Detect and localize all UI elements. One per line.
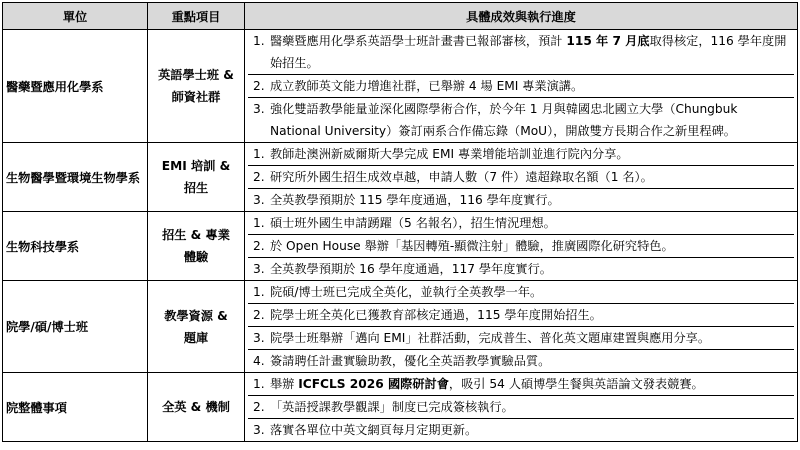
unit-cell: 生物科技學系 xyxy=(3,212,148,281)
table-row xyxy=(3,281,798,373)
item-number: 1. xyxy=(253,377,265,391)
item-number: 2. xyxy=(253,170,265,184)
detail-cell xyxy=(245,373,798,442)
item-text: 教師赴澳洲新威爾斯大學完成 EMI 專業增能培訓並進行院內分享。 xyxy=(270,147,629,161)
focus-line: 題庫 xyxy=(183,330,209,345)
item-text: 落實各單位中英文網頁每月定期更新。 xyxy=(270,423,478,437)
list-item xyxy=(248,418,794,441)
item-text: 碩士班外國生申請踴躍（5 名報名），招生情況理想。 xyxy=(270,216,556,230)
item-number: 2. xyxy=(253,400,265,414)
item-number: 3. xyxy=(253,193,265,207)
list-item xyxy=(248,97,794,142)
focus-cell xyxy=(148,373,245,442)
item-text: 舉辦 xyxy=(270,377,299,391)
header-focus: 重點項目 xyxy=(148,3,245,30)
item-text: 院學士班舉辦「邁向 EMI」社群活動，完成普生、普化英文題庫建置與應用分享。 xyxy=(270,331,711,345)
item-number: 3. xyxy=(253,331,265,345)
item-text: 全英教學預期於 115 學年度通過，116 學年度實行。 xyxy=(270,193,560,207)
detail-cell xyxy=(245,212,798,281)
focus-cell xyxy=(148,212,245,281)
focus-line: 師資社群 xyxy=(171,90,221,104)
list-item xyxy=(248,212,794,234)
item-emphasis: ICFCLS 2026 國際研討會 xyxy=(298,377,449,391)
report-container xyxy=(2,2,798,442)
item-number: 3. xyxy=(253,102,265,116)
header-detail: 具體成效與執行進度 xyxy=(245,3,798,30)
table-row xyxy=(3,373,798,442)
item-text: 「英語授課教學觀課」制度已完成簽核執行。 xyxy=(270,400,514,414)
item-number: 4. xyxy=(253,354,265,368)
list-item xyxy=(248,165,794,188)
focus-cell xyxy=(148,281,245,373)
item-number: 2. xyxy=(253,239,265,253)
detail-cell xyxy=(245,30,798,143)
item-text-tail: ，吸引 54 人碩博學生餐與英語論文發表競賽。 xyxy=(448,377,704,391)
focus-cell xyxy=(148,30,245,143)
item-number: 3. xyxy=(253,262,265,276)
list-item xyxy=(248,395,794,418)
list-item xyxy=(248,349,794,372)
focus-line: 體驗 xyxy=(183,250,209,264)
item-number: 1. xyxy=(253,34,265,48)
list-item xyxy=(248,281,794,303)
focus-line: EMI 培訓 & xyxy=(161,159,231,173)
list-item xyxy=(248,373,794,395)
list-item xyxy=(248,234,794,257)
detail-cell xyxy=(245,143,798,212)
table-row xyxy=(3,143,798,212)
list-item xyxy=(248,143,794,165)
header-row xyxy=(3,3,798,30)
list-item xyxy=(248,257,794,280)
item-text: 全英教學預期於 16 學年度通過，117 學年度實行。 xyxy=(270,262,552,276)
unit-cell: 生物醫學暨環境生物學系 xyxy=(3,143,148,212)
list-item xyxy=(248,326,794,349)
focus-line: 英語學士班 & xyxy=(158,68,234,82)
focus-line: 招生 & 專業 xyxy=(162,228,230,242)
item-text: 簽請聘任計畫實驗助教，優化全英語教學實驗品質。 xyxy=(270,354,551,368)
item-number: 3. xyxy=(253,423,265,437)
item-text: 院碩/博士班已完成全英化，並執行全英教學一年。 xyxy=(270,285,543,299)
item-emphasis: 115 年 7 月底 xyxy=(566,34,650,48)
item-number: 1. xyxy=(253,147,265,161)
item-text: 成立教師英文能力增進社群，已舉辦 4 場 EMI 專業演講。 xyxy=(270,79,584,93)
detail-cell xyxy=(245,281,798,373)
unit-cell: 醫藥暨應用化學系 xyxy=(3,30,148,143)
header-unit: 單位 xyxy=(3,3,148,30)
item-text: 研究所外國生招生成效卓越，申請人數（7 件）遠超錄取名額（1 名）。 xyxy=(270,170,653,184)
item-number: 1. xyxy=(253,216,265,230)
focus-line: 全英 & 機制 xyxy=(162,400,230,414)
item-number: 2. xyxy=(253,79,265,93)
focus-cell xyxy=(148,143,245,212)
item-text: 強化雙語教學能量並深化國際學術合作，於今年 1 月與韓國忠北國立大學（Chungbuk National University）簽訂兩系合作備忘錄（MoU），開啟雙方長期合作之新里程碑。 xyxy=(270,102,738,138)
item-text: 院學士班全英化已獲教育部核定通過，115 學年度開始招生。 xyxy=(270,308,602,322)
unit-cell: 院整體事項 xyxy=(3,373,148,442)
item-number: 1. xyxy=(253,285,265,299)
focus-line: 招生 xyxy=(183,181,209,195)
list-item xyxy=(248,188,794,211)
focus-line: 教學資源 & xyxy=(164,308,228,323)
unit-cell: 院學/碩/博士班 xyxy=(3,281,148,373)
item-text-tail: 取得核定，116 學年度開始招生。 xyxy=(270,34,787,70)
item-text: 醫藥暨應用化學系英語學士班計畫書已報部審核，預計 xyxy=(270,34,567,48)
item-text: 於 Open House 舉辦「基因轉殖-顯微注射」體驗，推廣國際化研究特色。 xyxy=(270,239,674,253)
list-item xyxy=(248,30,794,74)
list-item xyxy=(248,74,794,97)
item-number: 2. xyxy=(253,308,265,322)
table-row xyxy=(3,30,798,143)
table-row xyxy=(3,212,798,281)
progress-table xyxy=(2,2,798,442)
list-item xyxy=(248,303,794,326)
